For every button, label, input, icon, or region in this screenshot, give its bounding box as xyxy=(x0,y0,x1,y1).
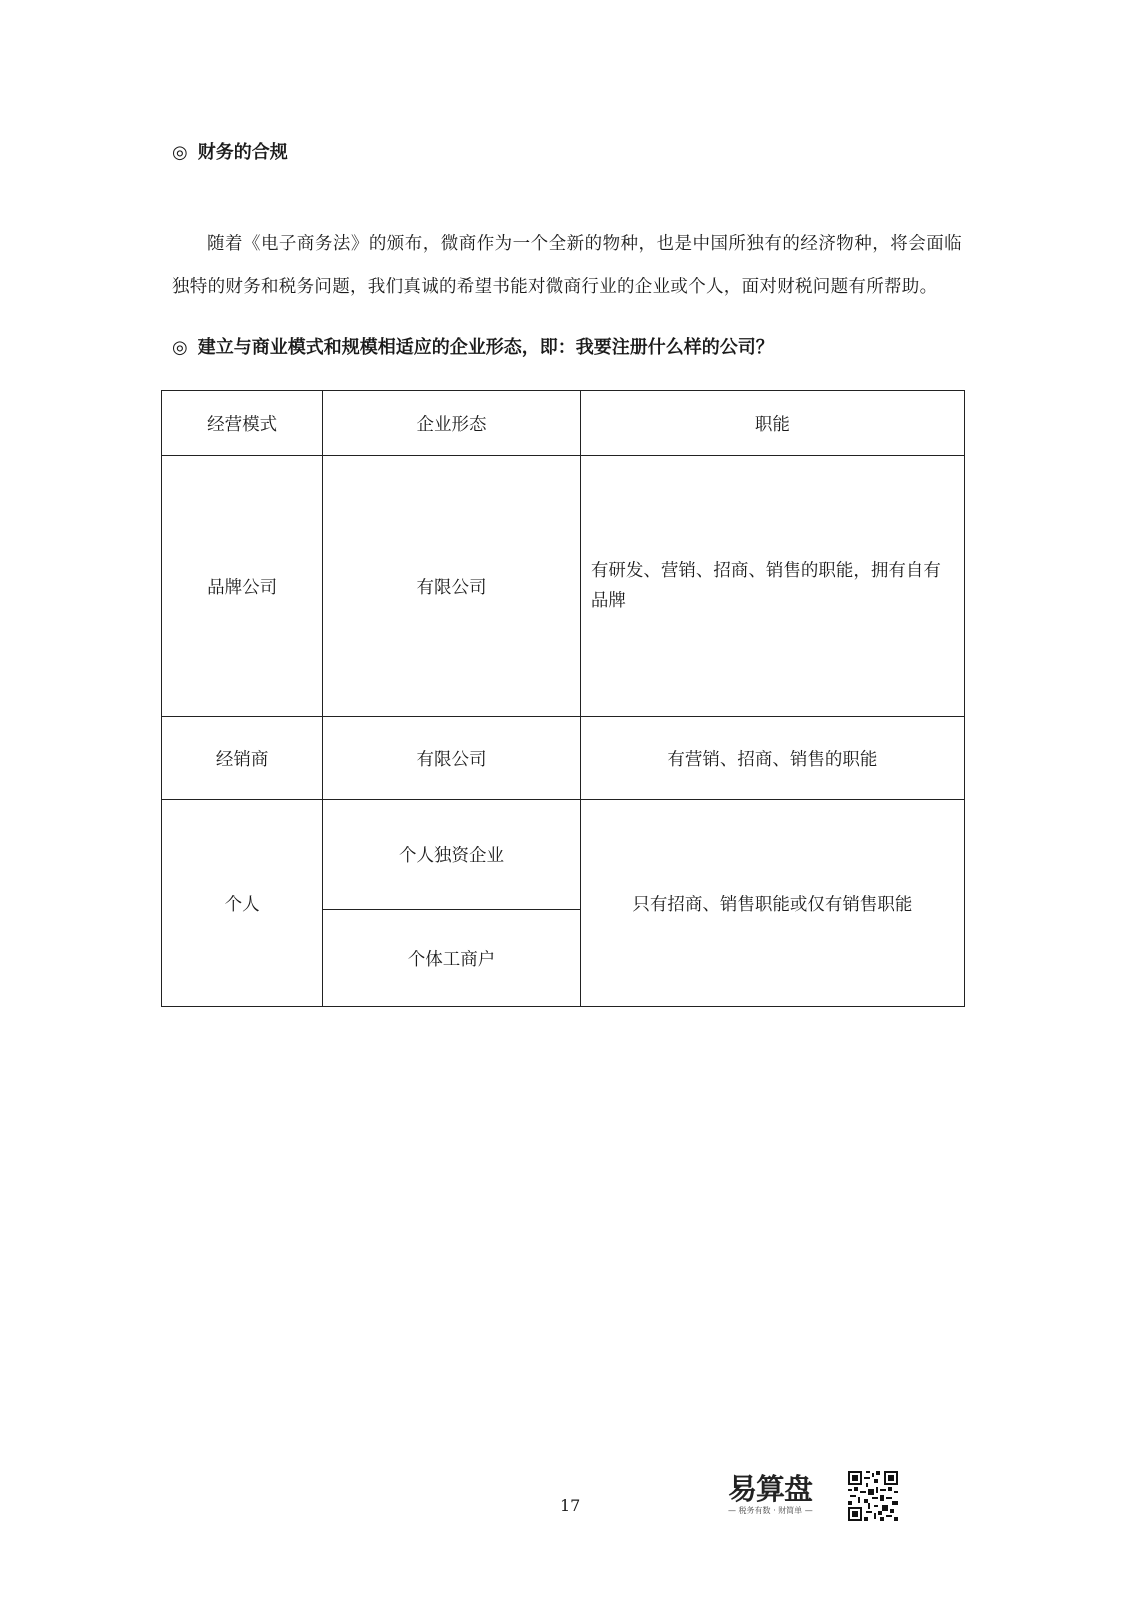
section-title: 建立与商业模式和规模相适应的企业形态，即：我要注册什么样的公司？ xyxy=(197,337,774,358)
section-heading-company-form xyxy=(172,336,774,360)
table-cell: 有研发、营销、招商、销售的职能，拥有自有品牌 xyxy=(580,456,964,717)
brand-logo xyxy=(728,1473,828,1521)
circle-marker-icon: ◎ xyxy=(172,142,188,163)
table-row xyxy=(162,717,965,800)
qr-code-icon xyxy=(848,1471,898,1521)
table-cell: 品牌公司 xyxy=(162,456,323,717)
table-cell: 个人 xyxy=(162,800,323,1007)
section-title: 财务的合规 xyxy=(197,142,288,163)
page-number: 17 xyxy=(560,1496,581,1515)
table-row xyxy=(162,800,965,910)
table-row xyxy=(162,456,965,717)
logo-slogan: — 税务有数 · 财简单 — xyxy=(728,1506,813,1515)
header-cell: 企业形态 xyxy=(323,391,581,456)
table-cell: 有限公司 xyxy=(323,717,581,800)
table-cell: 经销商 xyxy=(162,717,323,800)
section-heading-finance-compliance xyxy=(172,141,288,165)
table-header-row xyxy=(162,391,965,456)
table-cell: 个体工商户 xyxy=(323,910,581,1007)
logo-text: 易算盘 xyxy=(728,1472,813,1506)
table-cell: 有营销、招商、销售的职能 xyxy=(580,717,964,800)
intro-paragraph: 随着《电子商务法》的颁布，微商作为一个全新的物种，也是中国所独有的经济物种，将会面临独特的财务和税务问题，我们真诚的希望书能对微商行业的企业或个人，面对财税问题有所帮助。 xyxy=(172,233,962,297)
table-cell: 只有招商、销售职能或仅有销售职能 xyxy=(580,800,964,1007)
header-cell: 职能 xyxy=(580,391,964,456)
circle-marker-icon: ◎ xyxy=(172,337,188,358)
header-cell: 经营模式 xyxy=(162,391,323,456)
business-form-table xyxy=(161,390,965,1007)
table-cell: 有限公司 xyxy=(323,456,581,717)
table-cell: 个人独资企业 xyxy=(323,800,581,910)
